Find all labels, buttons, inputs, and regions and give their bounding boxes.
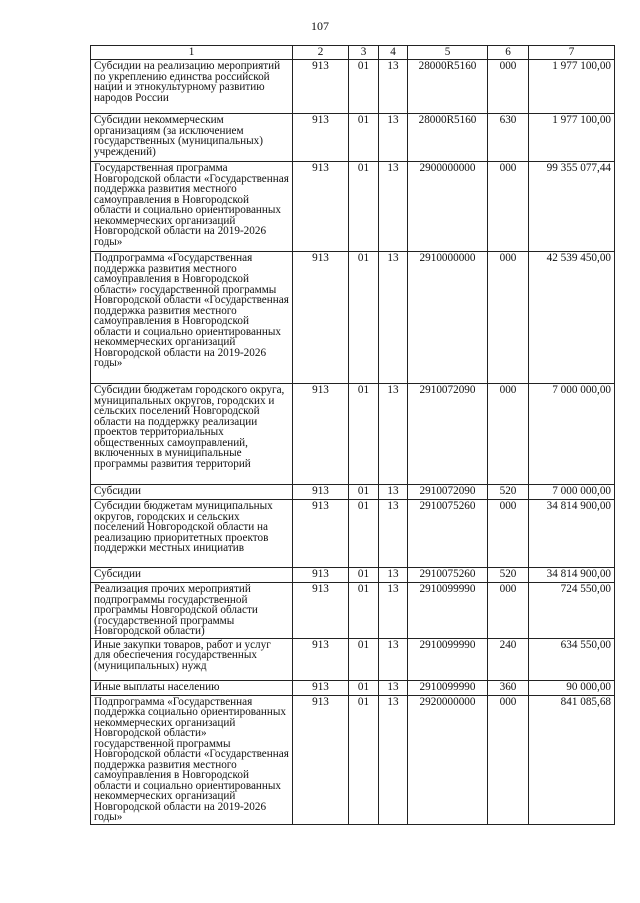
- table-row: [91, 583, 615, 639]
- table-row: [91, 114, 615, 162]
- row-ved-cell: 913: [293, 695, 349, 824]
- row-name-cell: Субсидии на реализацию мероприятий по укреплению единства российской нации и этнокультурному развитию народов России: [91, 60, 293, 114]
- row-ved-cell: 913: [293, 680, 349, 695]
- row-rz-cell: 01: [349, 252, 379, 384]
- row-vr-cell: 630: [488, 114, 529, 162]
- row-name-cell: Подпрограмма «Государственная поддержка развития местного самоуправления в Новгородской области» государственной программы Новгородской области «Государственная поддержка развития местного самоуправления в Новгородской области и социально ориентированных некоммерческих организаций Новгородской области на 2019-2026 годы»: [91, 252, 293, 384]
- row-csr-cell: 2910072090: [408, 485, 488, 500]
- row-ved-cell: 913: [293, 500, 349, 568]
- row-sum-cell: 1 977 100,00: [529, 114, 615, 162]
- row-vr-cell: 000: [488, 384, 529, 485]
- column-header-ved: 2: [293, 46, 349, 60]
- row-vr-cell: 000: [488, 500, 529, 568]
- row-csr-cell: 2920000000: [408, 695, 488, 824]
- column-header-pr: 4: [379, 46, 408, 60]
- row-vr-cell: 240: [488, 638, 529, 680]
- budget-table: [90, 45, 615, 825]
- row-sum-cell: 7 000 000,00: [529, 384, 615, 485]
- row-vr-cell: 000: [488, 583, 529, 639]
- row-rz-cell: 01: [349, 583, 379, 639]
- row-csr-cell: 2910000000: [408, 252, 488, 384]
- row-sum-cell: 99 355 077,44: [529, 162, 615, 252]
- row-rz-cell: 01: [349, 485, 379, 500]
- row-vr-cell: 000: [488, 252, 529, 384]
- row-rz-cell: 01: [349, 680, 379, 695]
- row-csr-cell: 28000R5160: [408, 114, 488, 162]
- row-csr-cell: 2910099990: [408, 638, 488, 680]
- row-rz-cell: 01: [349, 500, 379, 568]
- row-name-cell: Субсидии бюджетам муниципальных округов, городских и сельских поселений Новгородской области на реализацию приоритетных проектов поддержки местных инициатив: [91, 500, 293, 568]
- row-sum-cell: 42 539 450,00: [529, 252, 615, 384]
- row-pr-cell: 13: [379, 500, 408, 568]
- table-row: [91, 252, 615, 384]
- table-row: [91, 162, 615, 252]
- row-csr-cell: 2900000000: [408, 162, 488, 252]
- table-row: [91, 384, 615, 485]
- row-sum-cell: 7 000 000,00: [529, 485, 615, 500]
- row-name-cell: Субсидии некоммерческим организациям (за исключением государственных (муниципальных) учреждений): [91, 114, 293, 162]
- row-pr-cell: 13: [379, 638, 408, 680]
- row-csr-cell: 2910072090: [408, 384, 488, 485]
- row-pr-cell: 13: [379, 583, 408, 639]
- row-rz-cell: 01: [349, 695, 379, 824]
- row-ved-cell: 913: [293, 485, 349, 500]
- row-vr-cell: 360: [488, 680, 529, 695]
- row-rz-cell: 01: [349, 638, 379, 680]
- row-pr-cell: 13: [379, 485, 408, 500]
- row-rz-cell: 01: [349, 162, 379, 252]
- row-pr-cell: 13: [379, 568, 408, 583]
- row-sum-cell: 90 000,00: [529, 680, 615, 695]
- row-name-cell: Государственная программа Новгородской области «Государственная поддержка развития местного самоуправления в Новгородской области и социально ориентированных некоммерческих организаций Новгородской области на 2019-2026 годы»: [91, 162, 293, 252]
- row-rz-cell: 01: [349, 114, 379, 162]
- row-ved-cell: 913: [293, 162, 349, 252]
- row-vr-cell: 520: [488, 568, 529, 583]
- row-pr-cell: 13: [379, 162, 408, 252]
- table-row: [91, 695, 615, 824]
- row-name-cell: Субсидии бюджетам городского округа, муниципальных округов, городских и сельских поселений Новгородской области на поддержку реализации проектов территориальных общественных самоуправлений, включенных в муниципальные программы развития территорий: [91, 384, 293, 485]
- row-ved-cell: 913: [293, 60, 349, 114]
- table-row: [91, 485, 615, 500]
- row-csr-cell: 2910075260: [408, 568, 488, 583]
- row-name-cell: Субсидии: [91, 485, 293, 500]
- row-csr-cell: 28000R5160: [408, 60, 488, 114]
- row-sum-cell: 34 814 900,00: [529, 568, 615, 583]
- row-ved-cell: 913: [293, 114, 349, 162]
- row-sum-cell: 34 814 900,00: [529, 500, 615, 568]
- row-csr-cell: 2910075260: [408, 500, 488, 568]
- row-pr-cell: 13: [379, 114, 408, 162]
- table-row: [91, 680, 615, 695]
- table-row: [91, 568, 615, 583]
- row-sum-cell: 841 085,68: [529, 695, 615, 824]
- row-sum-cell: 724 550,00: [529, 583, 615, 639]
- row-ved-cell: 913: [293, 568, 349, 583]
- column-header-name: 1: [91, 46, 293, 60]
- row-sum-cell: 634 550,00: [529, 638, 615, 680]
- row-pr-cell: 13: [379, 695, 408, 824]
- row-ved-cell: 913: [293, 583, 349, 639]
- row-name-cell: Иные закупки товаров, работ и услуг для обеспечения государственных (муниципальных) нужд: [91, 638, 293, 680]
- table-row: [91, 638, 615, 680]
- row-vr-cell: 520: [488, 485, 529, 500]
- row-sum-cell: 1 977 100,00: [529, 60, 615, 114]
- row-vr-cell: 000: [488, 162, 529, 252]
- row-pr-cell: 13: [379, 60, 408, 114]
- row-name-cell: Реализация прочих мероприятий подпрограммы государственной программы Новгородской области (государственной программы Новгородской области): [91, 583, 293, 639]
- row-name-cell: Подпрограмма «Государственная поддержка социально ориентированных некоммерческих организаций Новгородской области» государственной программы Новгородской области «Государственная поддержка развития местного самоуправления в Новгородской области и социально ориентированных некоммерческих организаций Новгородской области на 2019-2026 годы»: [91, 695, 293, 824]
- row-vr-cell: 000: [488, 695, 529, 824]
- row-rz-cell: 01: [349, 384, 379, 485]
- column-header-vr: 6: [488, 46, 529, 60]
- table-row: [91, 60, 615, 114]
- column-header-rz: 3: [349, 46, 379, 60]
- row-name-cell: Субсидии: [91, 568, 293, 583]
- row-ved-cell: 913: [293, 384, 349, 485]
- row-pr-cell: 13: [379, 680, 408, 695]
- row-name-cell: Иные выплаты населению: [91, 680, 293, 695]
- page-number: 107: [311, 19, 329, 33]
- row-rz-cell: 01: [349, 568, 379, 583]
- row-csr-cell: 2910099990: [408, 680, 488, 695]
- row-csr-cell: 2910099990: [408, 583, 488, 639]
- table-body: [91, 60, 615, 825]
- table-row: [91, 500, 615, 568]
- row-ved-cell: 913: [293, 638, 349, 680]
- table-header-row: [91, 46, 615, 60]
- column-header-sum: 7: [529, 46, 615, 60]
- row-ved-cell: 913: [293, 252, 349, 384]
- column-header-csr: 5: [408, 46, 488, 60]
- row-vr-cell: 000: [488, 60, 529, 114]
- row-rz-cell: 01: [349, 60, 379, 114]
- row-pr-cell: 13: [379, 384, 408, 485]
- row-pr-cell: 13: [379, 252, 408, 384]
